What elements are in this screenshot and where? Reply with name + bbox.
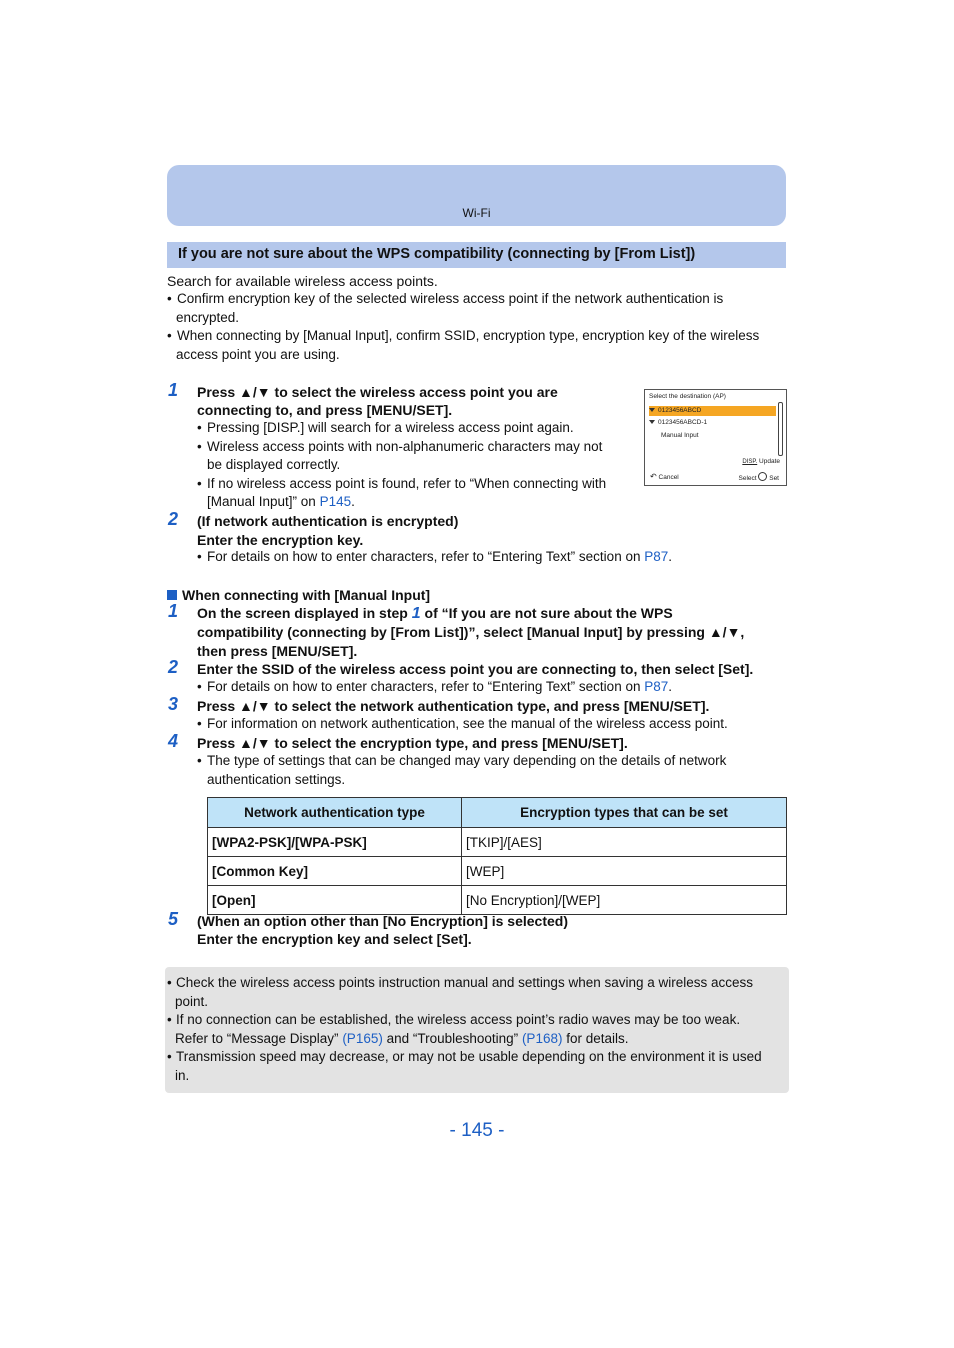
table-cell-auth: [WPA2-PSK]/[WPA-PSK]	[208, 828, 462, 857]
link-p145[interactable]: P145	[319, 494, 352, 509]
manual-step-1-number: 1	[168, 601, 179, 621]
section-title: If you are not sure about the WPS compatibility (connecting by [From List])	[178, 246, 696, 262]
chapter-label: Wi-Fi	[462, 206, 491, 220]
manual-step-4-bullet: • The type of settings that can be changed may vary depending on the details of network authentication settings.	[197, 753, 727, 787]
back-arrow-icon: ↶	[650, 472, 657, 481]
table-header-row	[208, 798, 787, 828]
manual-input-heading: When connecting with [Manual Input]	[167, 586, 430, 605]
step-1-line1: Press ▲/▼ to select the wireless access point you are	[197, 384, 558, 400]
link-p87[interactable]: P87	[644, 679, 669, 694]
note-list: • Check the wireless access points instruction manual and settings when saving a wireless access point. • If no connection can be established, the wireless access point’s radio waves may be too weak. Refer to “Message Display” (P165) and “Troubleshooting” (P168) for details. • Transmission speed may decrease, or may not be usable depending on the environment it is used in.	[167, 975, 762, 1083]
intro-text: Search for available wireless access points.	[167, 273, 438, 289]
manual-step-2-line1: Enter the SSID of the wireless access point you are connecting to, then select [Set].	[197, 661, 754, 677]
table-row	[208, 857, 787, 886]
link-p87[interactable]: P87	[644, 549, 669, 564]
screen-title: Select the destination (AP)	[649, 393, 726, 400]
encryption-types-table	[207, 797, 787, 915]
page-number: - 145 -	[449, 1120, 505, 1141]
table-cell-encryption: [WEP]	[462, 857, 787, 886]
manual-step-3-line1: Press ▲/▼ to select the network authentication type, and press [MENU/SET].	[197, 698, 710, 714]
screen-scrollbar	[778, 402, 783, 456]
screen-cancel-hint: ↶ Cancel	[650, 472, 679, 481]
table-cell-auth: [Common Key]	[208, 857, 462, 886]
table-row	[208, 886, 787, 915]
table-header-encryption: Encryption types that can be set	[462, 798, 787, 828]
manual-step-4-number: 4	[168, 731, 179, 751]
camera-screen-select-ap	[644, 389, 787, 486]
manual-step-5-line2: Enter the encryption key and select [Set].	[197, 931, 472, 947]
step-1-bullets: • Pressing [DISP.] will search for a wireless access point again. • Wireless access points with non-alphanumeric characters may not be displayed correctly. • If no wireless access point is found, refer to “When connecting with [Manual Input]” on P145.	[197, 420, 607, 509]
screen-ap-item-2[interactable]: 0123456ABCD-1	[649, 418, 776, 428]
manual-step-1-line1: On the screen displayed in step 1 of “If you are not sure about the WPS	[197, 605, 673, 622]
manual-step-1-line2: compatibility (connecting by [From List])”, select [Manual Input] by pressing ▲/▼,	[197, 624, 745, 640]
wifi-icon	[649, 419, 655, 424]
intro-bullets: • Confirm encryption key of the selected wireless access point if the network authentication is encrypted. • When connecting by [Manual Input], confirm SSID, encryption type, encryption key of the wireless access point you are using.	[167, 291, 760, 362]
manual-step-2-number: 2	[168, 657, 179, 677]
screen-update-hint: DISP. Update	[742, 458, 780, 465]
manual-step-5-number: 5	[168, 909, 179, 929]
table-cell-auth: [Open]	[208, 886, 462, 915]
manual-step-3-number: 3	[168, 694, 179, 714]
screen-ap-item-1[interactable]: 0123456ABCD	[649, 406, 776, 416]
manual-step-5-line1: (When an option other than [No Encryption] is selected)	[197, 913, 569, 929]
manual-step-2-bullet: • For details on how to enter characters, refer to “Entering Text” section on P87.	[197, 679, 673, 694]
step-1-number: 1	[168, 380, 179, 400]
manual-step-4-line1: Press ▲/▼ to select the encryption type, and press [MENU/SET].	[197, 735, 628, 751]
dial-icon	[758, 472, 767, 481]
step-2-number: 2	[168, 509, 179, 529]
square-bullet-icon	[167, 590, 177, 600]
table-cell-encryption: [TKIP]/[AES]	[462, 828, 787, 857]
step-2-bullet: • For details on how to enter characters, refer to “Entering Text” section on P87.	[197, 549, 673, 564]
manual-step-1-line3: then press [MENU/SET].	[197, 643, 358, 659]
wifi-icon	[649, 407, 655, 412]
table-cell-encryption: [No Encryption]/[WEP]	[462, 886, 787, 915]
screen-select-set-hint: Select Set	[739, 472, 779, 482]
step-2-line1: (If network authentication is encrypted)	[197, 513, 459, 529]
link-p165[interactable]: (P165)	[342, 1030, 383, 1046]
table-header-auth: Network authentication type	[208, 798, 462, 828]
step-1-line2: connecting to, and press [MENU/SET].	[197, 402, 453, 418]
manual-step-3-bullet: • For information on network authentication, see the manual of the wireless access point.	[197, 716, 728, 731]
link-p168[interactable]: (P168)	[521, 1030, 563, 1046]
step-2-line2: Enter the encryption key.	[197, 532, 364, 548]
table-row	[208, 828, 787, 857]
screen-manual-input-item[interactable]: Manual Input	[661, 432, 699, 439]
